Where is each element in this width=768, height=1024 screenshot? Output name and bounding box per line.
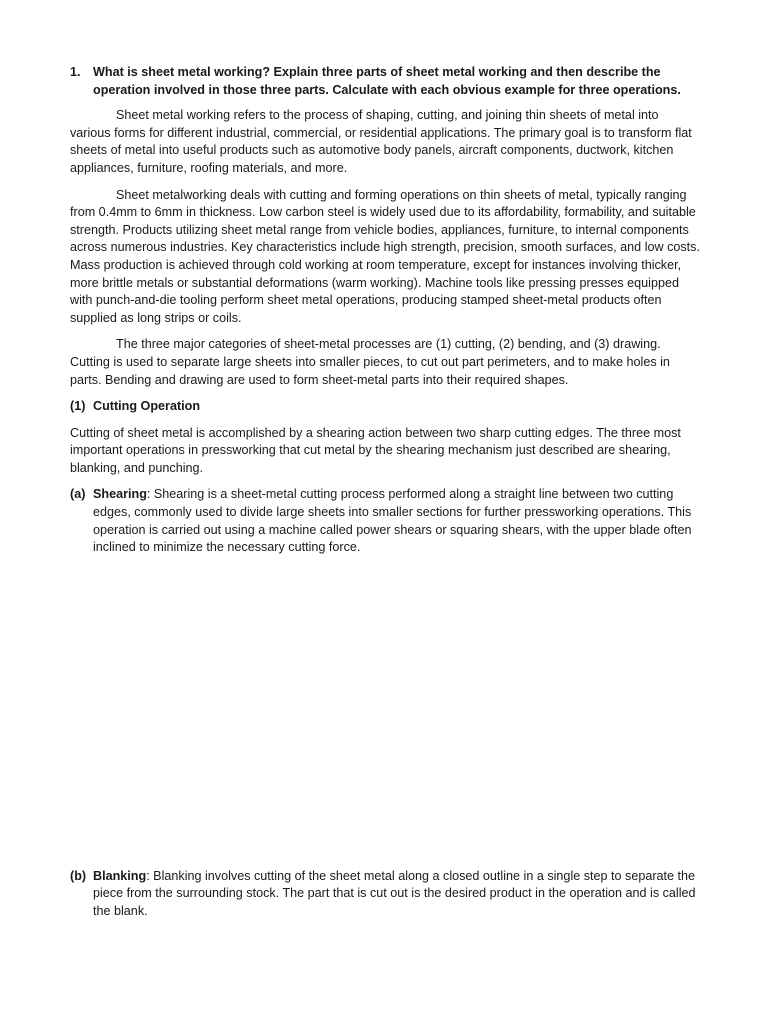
list-item-blanking (70, 868, 700, 921)
section-heading-cutting (70, 398, 700, 416)
item-text: : Shearing is a sheet-metal cutting process performed along a straight line between two cutting edges, commonly used to divide large sheets into smaller sections for further pressworking operations. This operation is carried out using a machine called power shears or squaring shears, with the upper blade often inclined to minimize the necessary cutting force. (93, 487, 692, 555)
question-heading (70, 64, 700, 99)
item-body (93, 486, 700, 556)
item-text: : Blanking involves cutting of the sheet metal along a closed outline in a single step to separate the piece from the surrounding stock. The part that is cut out is the desired product in the operation and is called the blank. (93, 868, 696, 919)
paragraph-definition: Sheet metal working refers to the process of shaping, cutting, and joining thin sheets of metal into various forms for different industrial, commercial, or residential applications. The primary goal is to transform flat sheets of metal into useful products such as automotive body panels, aircraft components, ductwork, kitchen appliances, furniture, roofing materials, and more. (70, 108, 692, 175)
paragraph-cutting-intro: Cutting of sheet metal is accomplished by a shearing action between two sharp cutting edges. The three most important operations in pressworking that cut metal by the shearing mechanism just described are shearing, blanking, and punching. (70, 425, 681, 475)
item-body (93, 868, 700, 921)
question-text: What is sheet metal working? Explain three parts of sheet metal working and then describe the operation involved in those three parts. Calculate with each obvious example for three operations. (93, 65, 681, 97)
question-number: 1. (70, 65, 81, 79)
item-label: (a) (70, 487, 86, 502)
paragraph-categories: The three major categories of sheet-metal processes are (1) cutting, (2) bending, and (3) drawing. Cutting is used to separate large sheets into smaller pieces, to cut out part perimeters, and to make holes in parts. Bending and drawing are used to form sheet-metal parts into their required shapes. (70, 337, 670, 387)
section-number: (1) (70, 399, 86, 414)
item-term: Shearing (93, 487, 147, 502)
paragraph-overview: Sheet metalworking deals with cutting and forming operations on thin sheets of metal, typically ranging from 0.4mm to 6mm in thickness. Low carbon steel is widely used due to its affordability, formability, and suitable strength. Products utilizing sheet metal range from vehicle bodies, appliances, furniture, to internal components across numerous industries. Key characteristics include high strength, precision, smooth surfaces, and low costs. Mass production is achieved through cold working at room temperature, except for instances involving thicker, more brittle metals or substantial deformations (warm working). Machine tools like pressing presses equipped with punch-and-die tooling perform sheet metal operations, producing stamped sheet-metal products often supplied as long strips or coils. (70, 187, 700, 325)
document-body (70, 64, 700, 930)
blank-space (70, 566, 700, 868)
item-term: Blanking (93, 868, 147, 883)
section-title: Cutting Operation (93, 399, 201, 414)
list-item-shearing (70, 486, 700, 556)
item-label: (b) (70, 868, 87, 883)
